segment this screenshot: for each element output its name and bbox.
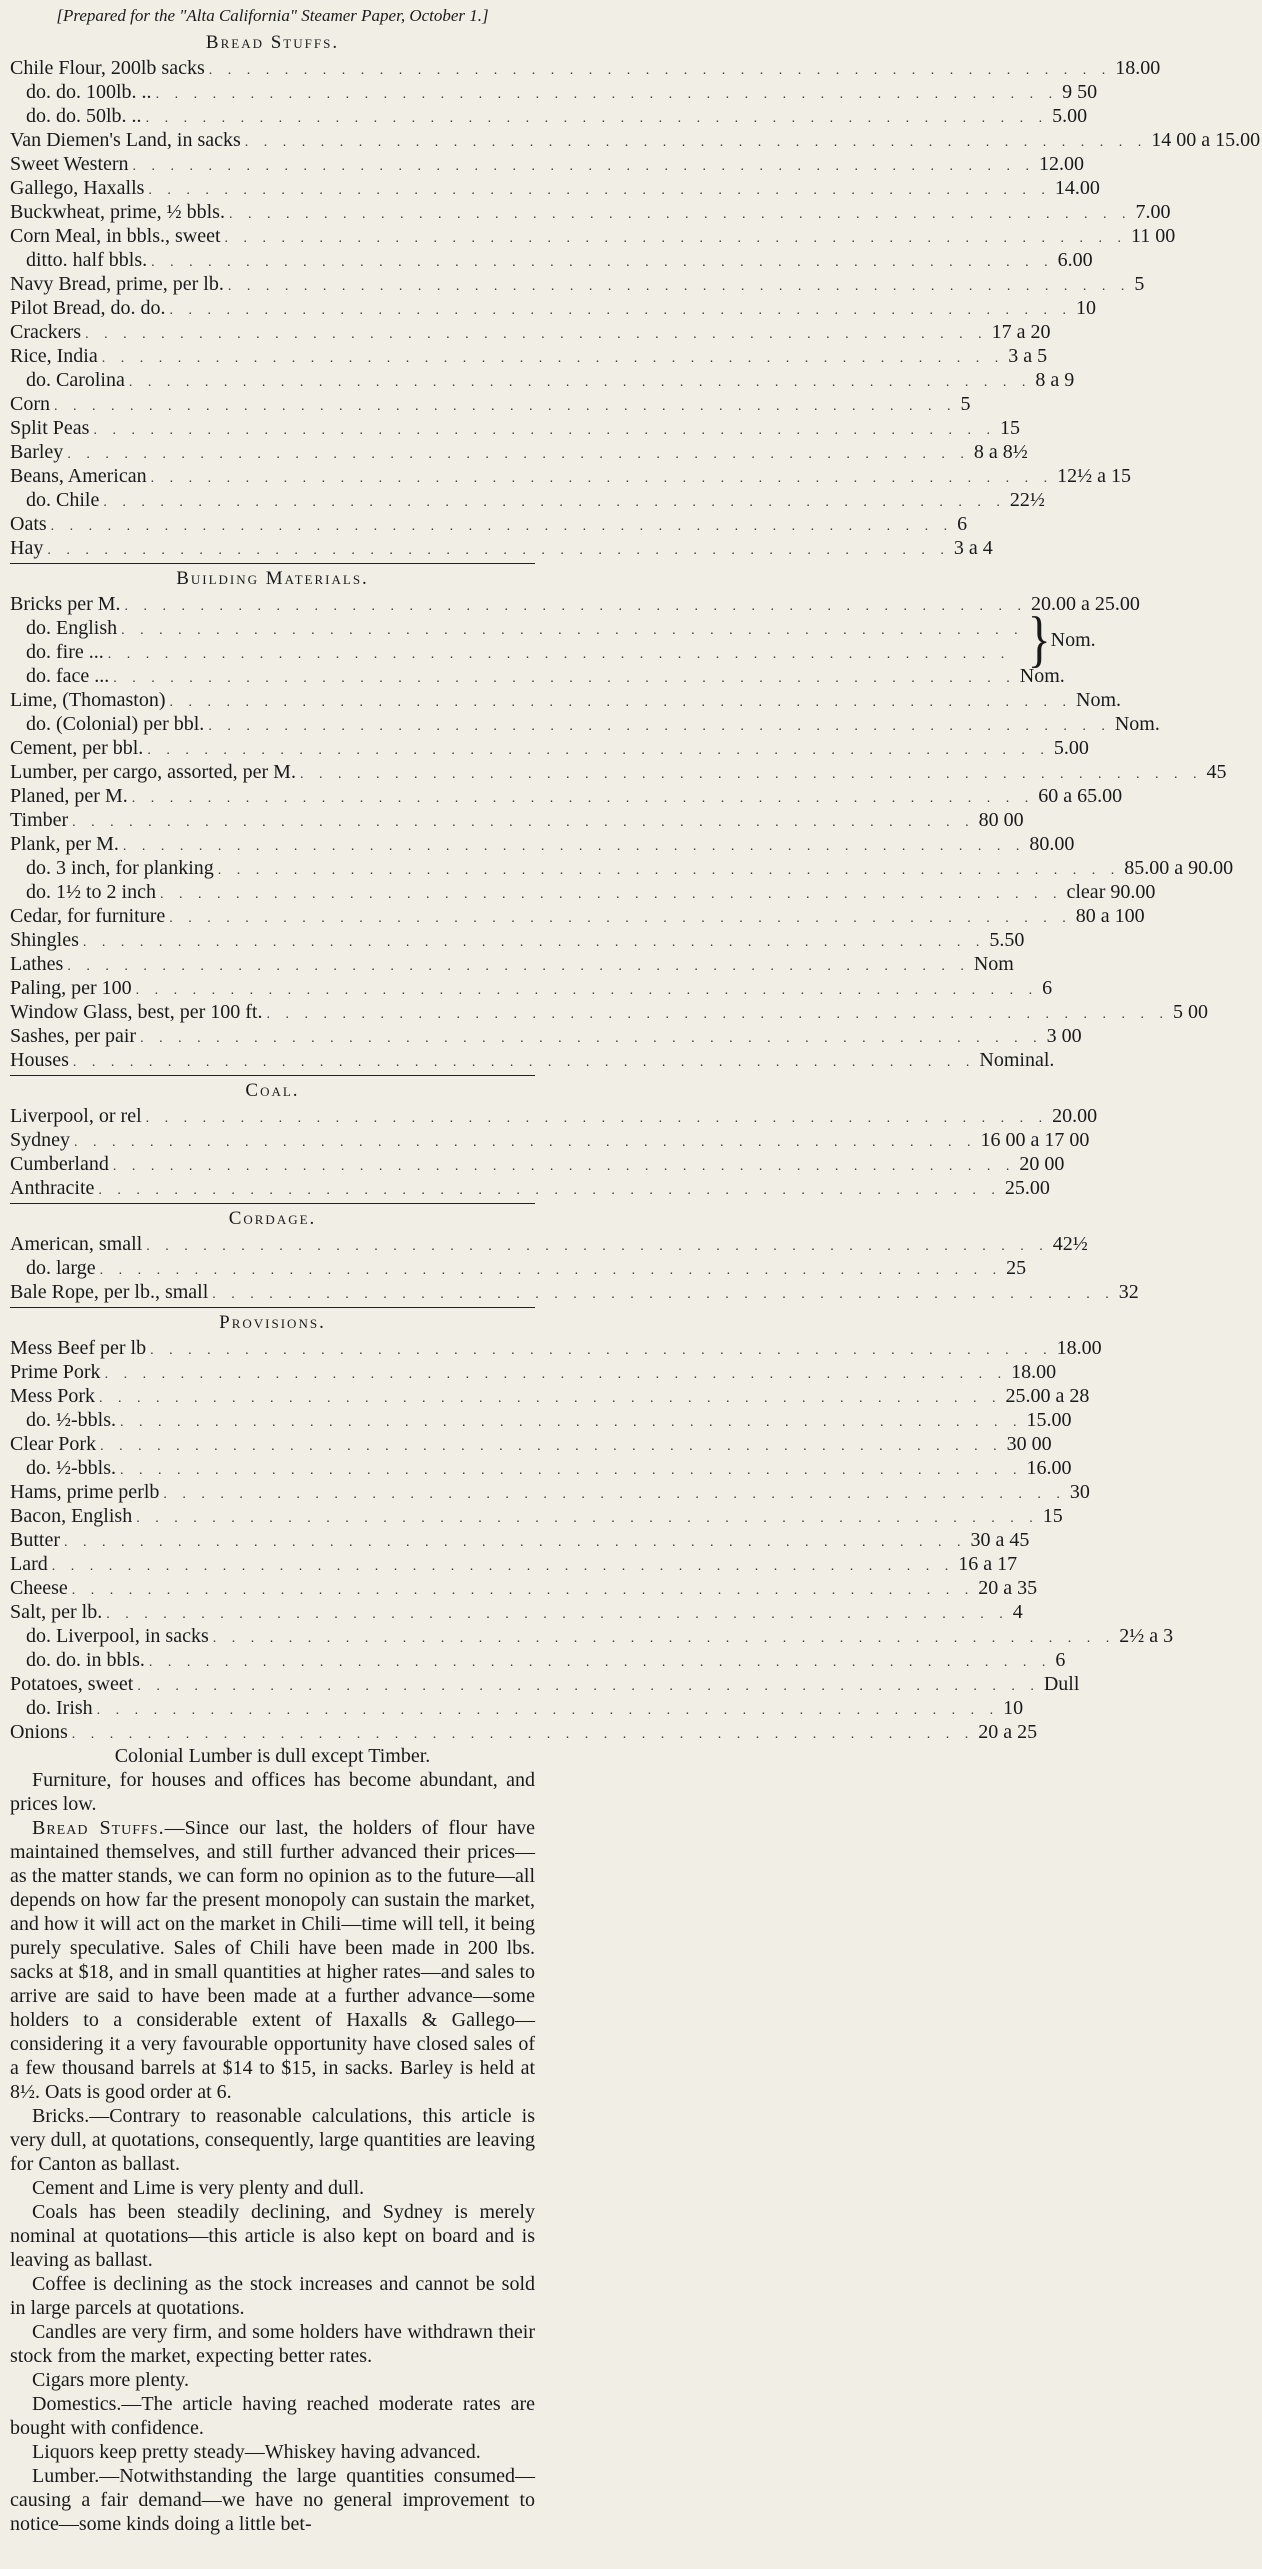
leader-dots	[208, 1283, 1119, 1307]
leader-dots	[117, 619, 1028, 643]
item-label: Navy Bread, prime, per lb.	[10, 273, 224, 295]
item-label: do. Chile	[26, 489, 100, 511]
item-price: 25.00	[1004, 1177, 1050, 1199]
item-label: Corn	[10, 393, 50, 415]
price-row	[10, 616, 1028, 640]
leader-dots	[96, 1259, 1007, 1283]
price-row	[10, 200, 1171, 224]
leader-dots	[204, 715, 1115, 739]
leader-dots	[109, 1155, 1020, 1179]
item-price: 20.00	[1052, 1105, 1098, 1127]
price-row	[10, 128, 1261, 152]
price-row	[10, 904, 1145, 928]
bread-lead: Bread Stuffs.	[32, 1817, 165, 1839]
item-price: 14.00	[1054, 177, 1100, 199]
item-label: do. ½-bbls.	[26, 1409, 116, 1431]
item-price: 16.00	[1026, 1457, 1072, 1479]
price-row	[10, 56, 1161, 80]
liquors-paragraph: Liquors keep pretty steady—Whiskey having advanced.	[32, 2441, 481, 2463]
price-row	[10, 176, 1100, 200]
leader-dots	[146, 1339, 1057, 1363]
item-label: Chile Flour, 200lb sacks	[10, 57, 205, 79]
item-label: ditto. half bbls.	[26, 249, 148, 271]
coal-rows	[10, 1104, 1098, 1200]
item-price: Nom	[973, 953, 1014, 975]
item-label: Cumberland	[10, 1153, 109, 1175]
price-row	[10, 592, 1140, 616]
price-row	[10, 272, 1145, 296]
item-price: Dull	[1043, 1673, 1080, 1695]
price-row	[10, 1648, 1066, 1672]
section-title-bread: Bread Stuffs.	[205, 32, 340, 53]
item-price: 8 a 9	[1035, 369, 1075, 391]
price-row	[10, 296, 1097, 320]
price-row	[10, 344, 1048, 368]
item-price: 12½ a 15	[1057, 465, 1132, 487]
item-label: Oats	[10, 513, 47, 535]
item-price: clear 90.00	[1066, 881, 1156, 903]
item-price: 20 00	[1019, 1153, 1065, 1175]
item-label: Planed, per M.	[10, 785, 128, 807]
bread-rows	[10, 56, 1261, 560]
item-price: 7.00	[1135, 201, 1171, 223]
leader-dots	[136, 1027, 1047, 1051]
item-label: Mess Pork	[10, 1385, 96, 1407]
section-rule	[10, 1203, 535, 1204]
item-label: Sweet Western	[10, 153, 129, 175]
price-row	[10, 536, 993, 560]
leader-dots	[101, 1363, 1012, 1387]
leader-dots	[68, 1579, 979, 1603]
item-label: Houses	[10, 1049, 69, 1071]
item-label: Hams, prime perlb	[10, 1481, 160, 1503]
item-price: 5 00	[1173, 1001, 1208, 1023]
price-row	[10, 1176, 1050, 1200]
price-row	[10, 1152, 1065, 1176]
item-label: Butter	[10, 1529, 60, 1551]
price-row	[10, 152, 1085, 176]
leader-dots	[156, 883, 1067, 907]
lumber-paragraph: Lumber.—Notwithstanding the large quantities consumed—causing a fair demand—we have no general improvement to notice—some kinds doing a little bet-	[10, 2465, 535, 2535]
coals-paragraph: Coals has been steadily declining, and Sydney is merely nominal at quotations—this article is also kept on board and is leaving as ballast.	[10, 2201, 535, 2271]
item-label: Potatoes, sweet	[10, 1673, 134, 1695]
price-row	[10, 440, 1028, 464]
item-price: 20.00 a 25.00	[1031, 593, 1140, 615]
price-row	[10, 1504, 1063, 1528]
leader-dots	[224, 275, 1135, 299]
item-label: American, small	[10, 1233, 143, 1255]
item-label: Lime, (Thomaston)	[10, 689, 166, 711]
item-price: 5.00	[1052, 105, 1088, 127]
section-title-building: Building Materials.	[176, 568, 369, 589]
leader-dots	[142, 107, 1053, 131]
item-price: 6	[1055, 1649, 1066, 1671]
item-label: Shingles	[10, 929, 79, 951]
leader-dots	[209, 1627, 1120, 1651]
item-price: 85.00 a 90.00	[1124, 857, 1234, 879]
leader-dots	[95, 1387, 1006, 1411]
leader-dots	[93, 1699, 1004, 1723]
price-row	[10, 1600, 1023, 1624]
section-title-coal: Coal.	[245, 1080, 300, 1101]
item-price: 5	[960, 393, 971, 415]
item-label: do. face ...	[26, 665, 110, 687]
item-label: Mess Beef per lb	[10, 1337, 147, 1359]
price-row	[10, 1000, 1208, 1024]
item-label: Cement, per bbl.	[10, 737, 144, 759]
item-label: Pilot Bread, do. do.	[10, 297, 166, 319]
price-row	[10, 784, 1123, 808]
item-label: Liverpool, or rel	[10, 1105, 142, 1127]
leader-dots	[43, 539, 954, 563]
leader-dots	[165, 907, 1076, 931]
item-label: do. English	[26, 617, 118, 639]
leader-dots	[145, 1651, 1056, 1675]
price-row	[10, 320, 1051, 344]
item-label: Buckwheat, prime, ½ bbls.	[10, 201, 225, 223]
bread-paragraph	[10, 1816, 535, 2104]
item-price: 3 a 5	[1008, 345, 1048, 367]
leader-dots	[128, 787, 1039, 811]
price-row	[10, 392, 971, 416]
price-row	[10, 1256, 1027, 1280]
leader-dots	[142, 1107, 1053, 1131]
item-price: 20 a 35	[978, 1577, 1038, 1599]
item-label: Gallego, Haxalls	[10, 177, 145, 199]
item-price: 25	[1006, 1257, 1027, 1279]
price-row	[10, 640, 1028, 664]
price-row	[10, 736, 1089, 760]
item-price: Nom.	[1114, 713, 1160, 735]
leader-dots	[166, 299, 1077, 323]
item-label: Plank, per M.	[10, 833, 119, 855]
header-note: [Prepared for the "Alta California" Steamer Paper, October 1.]	[56, 6, 489, 25]
item-label: do. do. 50lb. ..	[26, 105, 142, 127]
leader-dots	[50, 395, 961, 419]
item-price: Nom.	[1019, 665, 1065, 687]
item-label: do. do. 100lb. ..	[26, 81, 152, 103]
item-price: 17 a 20	[991, 321, 1051, 343]
price-row	[10, 1024, 1082, 1048]
price-row	[10, 1408, 1072, 1432]
item-label: Bricks per M.	[10, 593, 121, 615]
leader-dots	[94, 1179, 1005, 1203]
item-label: Anthracite	[10, 1177, 95, 1199]
item-price: 45	[1206, 761, 1227, 783]
item-price: 6	[1042, 977, 1053, 999]
leader-dots	[132, 1507, 1043, 1531]
price-row	[10, 1720, 1038, 1744]
item-price: 15	[1042, 1505, 1063, 1527]
item-label: Hay	[10, 537, 44, 559]
leader-dots	[68, 811, 979, 835]
item-price: 18.00	[1011, 1361, 1057, 1383]
item-label: Lumber, per cargo, assorted, per M.	[10, 761, 296, 783]
price-row	[10, 832, 1075, 856]
leader-dots	[116, 1411, 1027, 1435]
item-price: 3 00	[1046, 1025, 1082, 1047]
bricks-paragraph: Bricks.—Contrary to reasonable calculations, this article is very dull, at quotations, consequently, large quantities are leaving for Canton as ballast.	[10, 2105, 535, 2175]
item-price: 3 a 4	[953, 537, 993, 559]
price-row	[10, 1384, 1090, 1408]
item-price: 5.00	[1053, 737, 1089, 759]
item-price: 60 a 65.00	[1038, 785, 1123, 807]
price-row	[10, 1336, 1102, 1360]
price-row	[10, 1432, 1052, 1456]
furniture-note: Furniture, for houses and offices has become abundant, and prices low.	[10, 1769, 535, 1815]
item-label: Cedar, for furniture	[10, 905, 166, 927]
price-row	[10, 1552, 1018, 1576]
price-row	[10, 664, 1065, 688]
price-row	[10, 368, 1075, 392]
item-price: 42½	[1052, 1233, 1088, 1255]
item-label: do. large	[26, 1257, 96, 1279]
item-label: Onions	[10, 1721, 68, 1743]
item-price: 80.00	[1029, 833, 1075, 855]
leader-dots	[96, 1435, 1007, 1459]
leader-dots	[214, 859, 1125, 883]
price-row	[10, 880, 1156, 904]
item-price: 2½ a 3	[1119, 1625, 1174, 1647]
leader-dots	[81, 323, 992, 347]
leader-dots	[89, 419, 1000, 443]
item-label: do. ½-bbls.	[26, 1457, 116, 1479]
leader-dots	[79, 931, 990, 955]
price-row	[10, 856, 1234, 880]
item-label: Barley	[10, 441, 64, 463]
item-label: Split Peas	[10, 417, 90, 439]
leader-dots	[69, 1051, 980, 1075]
price-row	[10, 1048, 1055, 1072]
item-label: Bale Rope, per lb., small	[10, 1281, 209, 1303]
section-rule	[10, 1075, 535, 1076]
leader-dots	[63, 443, 974, 467]
item-label: do. 3 inch, for planking	[26, 857, 214, 879]
item-label: Cheese	[10, 1577, 68, 1599]
section-title-cordage: Cordage.	[228, 1208, 317, 1229]
item-label: Crackers	[10, 321, 82, 343]
candles-paragraph: Candles are very firm, and some holders have withdrawn their stock from the market, expecting better rates.	[10, 2321, 535, 2367]
price-row	[10, 760, 1227, 784]
item-price: 20 a 25	[978, 1721, 1038, 1743]
item-price: 30	[1069, 1481, 1090, 1503]
item-price: 16 a 17	[958, 1553, 1018, 1575]
item-label: Beans, American	[10, 465, 147, 487]
item-label: do. fire ...	[26, 641, 104, 663]
cement-paragraph: Cement and Lime is very plenty and dull.	[32, 2177, 365, 2199]
item-label: Sashes, per pair	[10, 1025, 137, 1047]
item-price: 18.00	[1056, 1337, 1102, 1359]
price-row	[10, 416, 1020, 440]
item-price: 30 00	[1006, 1433, 1052, 1455]
price-row	[10, 688, 1122, 712]
leader-dots	[133, 1675, 1044, 1699]
item-price: Nominal.	[979, 1049, 1055, 1071]
item-label: do. Irish	[26, 1697, 93, 1719]
brace-value: Nom.	[1050, 628, 1096, 651]
price-row	[10, 1280, 1139, 1304]
item-label: Prime Pork	[10, 1361, 101, 1383]
item-price: 15.00	[1026, 1409, 1072, 1431]
market-commentary	[10, 1744, 535, 2536]
item-label: Paling, per 100	[10, 977, 132, 999]
leader-dots	[47, 515, 958, 539]
section-title-provisions: Provisions.	[219, 1312, 326, 1333]
cigars-paragraph: Cigars more plenty.	[32, 2369, 190, 2391]
leader-dots	[205, 59, 1116, 83]
price-row	[10, 808, 1024, 832]
item-price: Nom.	[1076, 689, 1122, 711]
item-price: 25.00 a 28	[1005, 1385, 1090, 1407]
item-price: 80 00	[978, 809, 1024, 831]
item-price: 11 00	[1131, 225, 1176, 247]
leader-dots	[48, 1555, 959, 1579]
cordage-section	[10, 1208, 1139, 1304]
colonial-note: Colonial Lumber is dull except Timber.	[114, 1745, 431, 1767]
item-price: 9 50	[1062, 81, 1098, 103]
item-price: 18.00	[1115, 57, 1161, 79]
item-label: Corn Meal, in bbls., sweet	[10, 225, 221, 247]
item-label: Clear Pork	[10, 1433, 97, 1455]
leader-dots	[116, 1459, 1027, 1483]
price-row	[10, 1104, 1098, 1128]
item-label: do. 1½ to 2 inch	[26, 881, 156, 903]
leader-dots	[60, 1531, 971, 1555]
provisions-section	[10, 1312, 1174, 1744]
bread-text: —Since our last, the holders of flour have maintained themselves, and still further advanced their prices—as the matter stands, we can form no opinion as to the future—all depends on how far the present monopoly can sustain the market, and how it will act on the market in Chili—time will tell, it being purely speculative. Sales of Chili have been made in 200 lbs. sacks at $18, and in small quantities at higher rates—and sales to arrive are said to have been made at a further advance—some holders to a considerable extent of Haxalls & Gallego—considering it a very favourable opportunity have closed sales of a few thousand barrels at $14 to $15, in sacks. Barley is held at 8½. Oats is good order at 6.	[10, 1817, 536, 2103]
item-price: 6.00	[1057, 249, 1093, 271]
price-row	[10, 512, 968, 536]
item-label: do. (Colonial) per bbl.	[26, 713, 205, 735]
item-label: Sydney	[10, 1129, 70, 1151]
coffee-paragraph: Coffee is declining as the stock increases and cannot be sold in large parcels at quotations.	[10, 2273, 535, 2319]
item-price: 10	[1003, 1697, 1024, 1719]
item-price: 14 00 a 15.00	[1151, 129, 1261, 151]
price-row	[10, 1624, 1174, 1648]
leader-dots	[125, 371, 1036, 395]
item-price: 32	[1118, 1281, 1139, 1303]
bread-stuffs-section	[10, 32, 1261, 560]
price-row	[10, 1672, 1080, 1696]
price-row	[10, 976, 1053, 1000]
brace-symbol: }	[1027, 604, 1051, 674]
leader-dots	[102, 1603, 1013, 1627]
item-price: 80 a 100	[1075, 905, 1145, 927]
leader-dots	[147, 251, 1058, 275]
item-label: Lathes	[10, 953, 64, 975]
price-row	[10, 928, 1025, 952]
section-rule	[10, 1307, 535, 1308]
item-label: Salt, per lb.	[10, 1601, 103, 1623]
price-row	[10, 488, 1045, 512]
leader-dots	[147, 467, 1058, 491]
item-label: Lard	[10, 1553, 48, 1575]
price-row	[10, 712, 1160, 736]
item-price: 15	[999, 417, 1020, 439]
item-label: do. do. in bbls.	[26, 1649, 145, 1671]
leader-dots	[104, 643, 1028, 667]
leader-dots	[263, 1003, 1174, 1027]
price-row	[10, 1576, 1038, 1600]
price-row	[10, 1128, 1090, 1152]
domestics-paragraph: Domestics.—The article having reached moderate rates are bought with confidence.	[10, 2393, 535, 2439]
item-price: 30 a 45	[970, 1529, 1030, 1551]
item-label: Window Glass, best, per 100 ft.	[10, 1001, 263, 1023]
item-price: 5.50	[989, 929, 1025, 951]
price-row	[10, 224, 1176, 248]
leader-dots	[63, 955, 974, 979]
leader-dots	[144, 179, 1055, 203]
price-row	[10, 80, 1098, 104]
price-row	[10, 248, 1093, 272]
leader-dots	[132, 979, 1043, 1003]
item-price: 5	[1134, 273, 1145, 295]
leader-dots	[99, 491, 1010, 515]
brace-rows	[10, 616, 1028, 664]
leader-dots	[109, 667, 1020, 691]
price-row	[10, 1232, 1088, 1256]
item-label: do. Carolina	[26, 369, 125, 391]
price-row	[10, 1360, 1057, 1384]
cordage-rows	[10, 1232, 1139, 1304]
item-label: Bacon, English	[10, 1505, 133, 1527]
price-row	[10, 1480, 1090, 1504]
leader-dots	[166, 691, 1077, 715]
coal-section	[10, 1080, 1098, 1200]
item-label: Rice, India	[10, 345, 98, 367]
price-row	[10, 104, 1088, 128]
item-price: 22½	[1009, 489, 1045, 511]
leader-dots	[152, 83, 1063, 107]
leader-dots	[70, 1131, 981, 1155]
item-price: 10	[1076, 297, 1097, 319]
item-label: do. Liverpool, in sacks	[26, 1625, 209, 1647]
price-row	[10, 1456, 1072, 1480]
leader-dots	[129, 155, 1040, 179]
item-price: 16 00 a 17 00	[980, 1129, 1090, 1151]
price-row	[10, 464, 1132, 488]
leader-dots	[159, 1483, 1070, 1507]
leader-dots	[119, 835, 1030, 859]
price-row	[10, 1696, 1024, 1720]
building-rows	[10, 664, 1234, 1072]
item-label: Timber	[10, 809, 69, 831]
item-price: 12.00	[1039, 153, 1085, 175]
item-price: 4	[1012, 1601, 1023, 1623]
leader-dots	[225, 203, 1136, 227]
item-price: 8 a 8½	[973, 441, 1028, 463]
leader-dots	[98, 347, 1009, 371]
leader-dots	[142, 1235, 1053, 1259]
provisions-rows	[10, 1336, 1174, 1744]
section-rule	[10, 563, 535, 564]
building-materials-section	[10, 568, 1234, 1072]
price-row	[10, 1528, 1030, 1552]
leader-dots	[241, 131, 1152, 155]
item-label: Van Diemen's Land, in sacks	[10, 129, 241, 151]
item-price: 6	[957, 513, 968, 535]
leader-dots	[221, 227, 1132, 251]
price-row	[10, 952, 1014, 976]
